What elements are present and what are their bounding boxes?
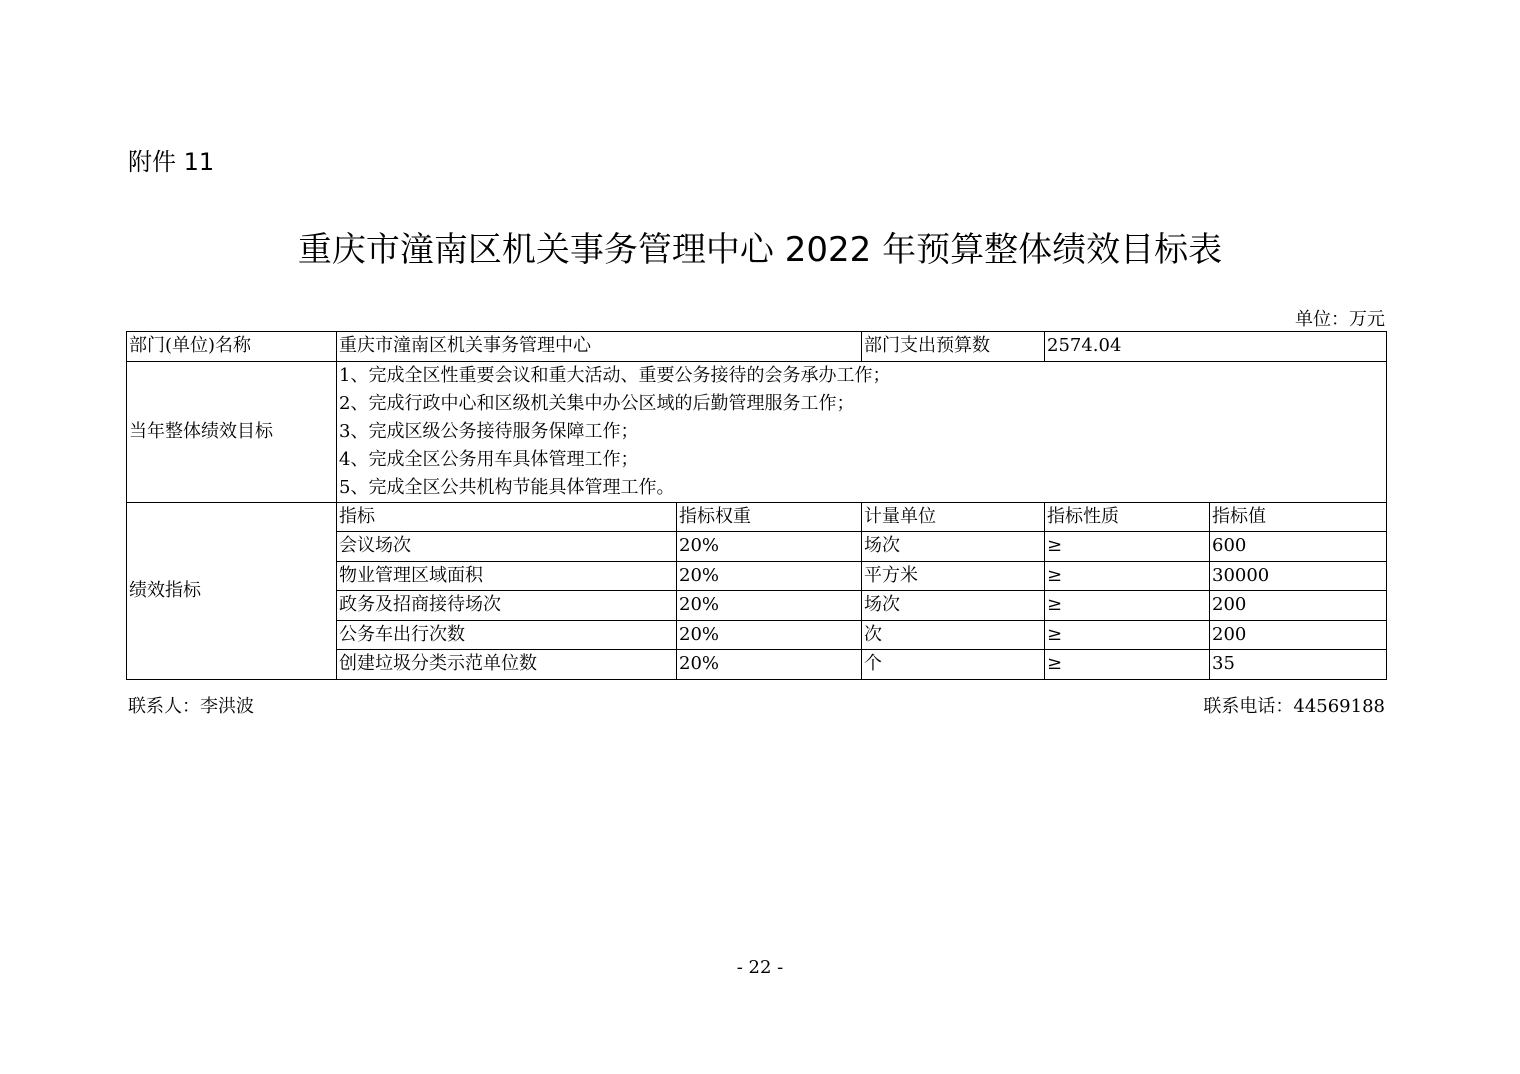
indicator-name: 政务及招商接待场次 xyxy=(337,591,677,621)
goal-line: 3、完成区级公务接待服务保障工作； xyxy=(339,420,639,442)
indicator-name: 创建垃圾分类示范单位数 xyxy=(337,650,677,680)
goal-line: 5、完成全区公共机构节能具体管理工作。 xyxy=(339,476,675,498)
indicator-unit: 场次 xyxy=(862,591,1045,621)
indicator-weight: 20% xyxy=(677,650,862,680)
indicator-value: 30000 xyxy=(1210,561,1387,591)
indicator-value: 200 xyxy=(1210,620,1387,650)
attachment-label: 附件 11 xyxy=(128,148,215,176)
indicator-name: 物业管理区域面积 xyxy=(337,561,677,591)
indicator-name: 会议场次 xyxy=(337,532,677,562)
goal-line: 4、完成全区公务用车具体管理工作； xyxy=(339,448,639,470)
indicator-unit: 平方米 xyxy=(862,561,1045,591)
goals-cell xyxy=(337,361,1387,502)
indicator-nature: ≥ xyxy=(1045,591,1210,621)
indicator-name: 公务车出行次数 xyxy=(337,620,677,650)
indicator-unit: 场次 xyxy=(862,532,1045,562)
indicator-header-row xyxy=(127,502,1387,532)
dept-value-cell: 重庆市潼南区机关事务管理中心 xyxy=(337,332,862,362)
goals-label-cell: 当年整体绩效目标 xyxy=(127,361,337,502)
indicator-nature: ≥ xyxy=(1045,650,1210,680)
header-value: 指标值 xyxy=(1210,502,1387,532)
dept-row xyxy=(127,332,1387,362)
performance-target-table xyxy=(126,331,1387,680)
dept-label-cell: 部门(单位)名称 xyxy=(127,332,337,362)
header-weight: 指标权重 xyxy=(677,502,862,532)
indicator-weight: 20% xyxy=(677,620,862,650)
header-indicator: 指标 xyxy=(337,502,677,532)
contact-phone: 联系电话：44569188 xyxy=(1203,696,1385,717)
budget-value-cell: 2574.04 xyxy=(1045,332,1387,362)
header-unit: 计量单位 xyxy=(862,502,1045,532)
header-nature: 指标性质 xyxy=(1045,502,1210,532)
contact-person: 联系人：李洪波 xyxy=(128,696,254,717)
unit-label: 单位：万元 xyxy=(1295,309,1385,330)
page-number: - 22 - xyxy=(736,957,784,978)
goal-line: 1、完成全区性重要会议和重大活动、重要公务接待的会务承办工作； xyxy=(339,364,891,386)
indicator-weight: 20% xyxy=(677,591,862,621)
indicator-unit: 次 xyxy=(862,620,1045,650)
indicator-value: 200 xyxy=(1210,591,1387,621)
indicator-weight: 20% xyxy=(677,532,862,562)
indicator-value: 35 xyxy=(1210,650,1387,680)
budget-label-cell: 部门支出预算数 xyxy=(862,332,1045,362)
page-title: 重庆市潼南区机关事务管理中心 2022 年预算整体绩效目标表 xyxy=(297,230,1223,270)
indicators-label-cell: 绩效指标 xyxy=(127,502,337,679)
indicator-nature: ≥ xyxy=(1045,620,1210,650)
indicator-weight: 20% xyxy=(677,561,862,591)
indicator-nature: ≥ xyxy=(1045,561,1210,591)
goal-line: 2、完成行政中心和区级机关集中办公区域的后勤管理服务工作； xyxy=(339,392,855,414)
goals-row xyxy=(127,361,1387,502)
indicator-value: 600 xyxy=(1210,532,1387,562)
indicator-unit: 个 xyxy=(862,650,1045,680)
indicator-nature: ≥ xyxy=(1045,532,1210,562)
